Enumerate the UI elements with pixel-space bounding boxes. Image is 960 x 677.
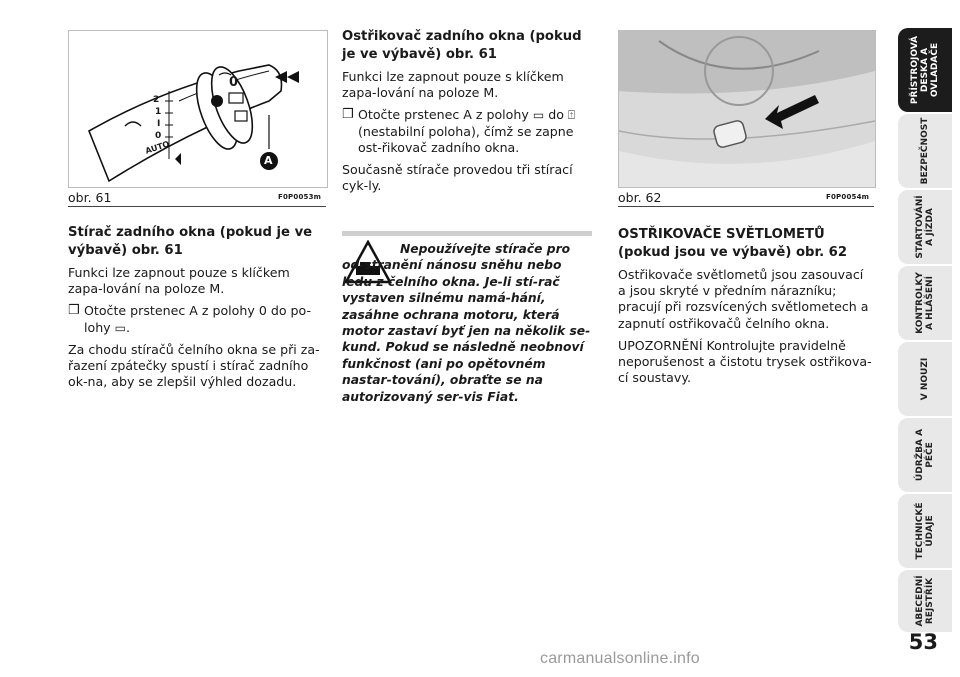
fig61-label-I: I — [157, 119, 161, 129]
tab-technical-data[interactable]: TECHNICKÉ ÚDAJE — [898, 494, 952, 568]
rear-washer-bullet-c: (nestabilní poloha), čímž se zapne ost-řikovač zadního okna. — [358, 123, 574, 155]
rear-wiper-heading: Stírač zadního okna (pokud je ve výbavě) obr. 61 — [68, 225, 313, 258]
wiper-stalk-drawing — [69, 31, 327, 187]
page-number: 53 — [908, 630, 938, 654]
headlamp-washer-drawing — [619, 31, 875, 187]
rear-washer-bullet-a: Otočte prstenec A z polohy — [358, 107, 529, 123]
bullet-box-icon: ❒ — [68, 303, 80, 319]
rear-washer-heading: Ostřikovač zadního okna (pokud je ve výbavě) obr. 61 — [342, 29, 582, 62]
headlamp-washer-paragraph-2: UPOZORNĚNÍ Kontrolujte pravidelně neporušenost a čistotu trysek ostřikova-cí soustavy. — [618, 337, 872, 386]
tab-starting-driving[interactable]: STARTOVÁNÍ A JÍZDA — [898, 190, 952, 264]
rear-wiper-symbol-icon: ▭ — [114, 320, 126, 335]
tab-emergency[interactable]: V NOUZI — [898, 342, 952, 416]
headlamp-washer-heading: OSTŘIKOVAČE SVĚTLOMETŮ (pokud jsou ve výbavě) obr. 62 — [618, 227, 848, 260]
rear-washer-symbol-icon: ⍐ — [567, 108, 576, 123]
bullet-box-icon: ❒ — [342, 107, 354, 123]
middle-column — [342, 28, 592, 200]
rear-washer-bullet — [342, 107, 592, 156]
figure-61-rule — [68, 206, 326, 207]
rear-washer-paragraph-2: Současně stírače provedou tři stírací cyk-ly. — [342, 162, 573, 194]
left-column — [68, 224, 326, 396]
figure-61-illustration — [68, 30, 328, 188]
rear-washer-bullet-b: do — [548, 107, 564, 123]
figure-61-caption: obr. 61 — [68, 190, 112, 205]
fig61-label-ring-0: 0 — [229, 75, 239, 90]
figure-62-rule — [618, 206, 874, 207]
figure-62-photo — [618, 30, 876, 188]
rear-wiper-bullet-end: . — [126, 319, 131, 335]
watermark-text: carmanualsonline.info — [540, 650, 700, 667]
fig61-label-auto: AUTO — [144, 139, 171, 156]
tab-warning-lights[interactable]: KONTROLKY A HLÁŠENÍ — [898, 266, 952, 340]
tab-maintenance[interactable]: ÚDRŽBA A PÉČE — [898, 418, 952, 492]
rear-washer-paragraph-1: Funkci lze zapnout pouze s klíčkem zapa-lování na poloze M. — [342, 69, 564, 101]
tab-dashboard-controls[interactable]: PŘÍSTROJOVÁ DESKA A OVLADAČE — [898, 28, 952, 112]
fig61-label-2: 2 — [153, 95, 160, 105]
tab-index[interactable]: ABECEDNÍ REJSTŘÍK — [898, 570, 952, 632]
fig61-label-A: A — [264, 154, 273, 167]
warning-bar — [342, 231, 592, 236]
rear-wiper-paragraph-1: Funkci lze zapnout pouze s klíčkem zapa-lování na poloze M. — [68, 265, 290, 297]
headlamp-washer-paragraph-1: Ostřikovače světlometů jsou zasouvací a jsou skryté v předním nárazníku; pracují při rozsvícených světlometech a zapnutí ostřikovačů čelního okna. — [618, 267, 869, 331]
figure-62-caption: obr. 62 — [618, 190, 662, 205]
tab-safety[interactable]: BEZPEČNOST — [898, 114, 952, 188]
fig61-label-1: 1 — [155, 107, 162, 117]
rear-wiper-bullet-text: Otočte prstenec A z polohy 0 do po-lohy — [84, 303, 312, 335]
fig61-label-0: 0 — [155, 131, 162, 141]
rear-wiper-symbol-icon: ▭ — [532, 108, 545, 123]
rear-wiper-bullet — [68, 303, 326, 335]
warning-text: Nepoužívejte stírače pro od-stranění nánosu sněhu nebo ledu z čelního okna. Je-li stí-rač vystaven silnému namá-hání, zasáhne ochrana motoru, která motor zastaví byť jen na několik se-kund. Pokud se následně neobnoví funkčnost (ani po opětovném nastar-tování), obraťte se na autorizovaný ser-vis Fiat. — [342, 242, 591, 404]
rear-wiper-paragraph-2: Za chodu stíračů čelního okna se při za-řazení zpátečky spustí i stírač zadního ok-na, aby se zlepšil výhled dozadu. — [68, 341, 320, 390]
right-column — [618, 226, 874, 392]
figure-61-code: F0P0053m — [278, 193, 322, 201]
figure-62-code: F0P0054m — [826, 193, 870, 201]
